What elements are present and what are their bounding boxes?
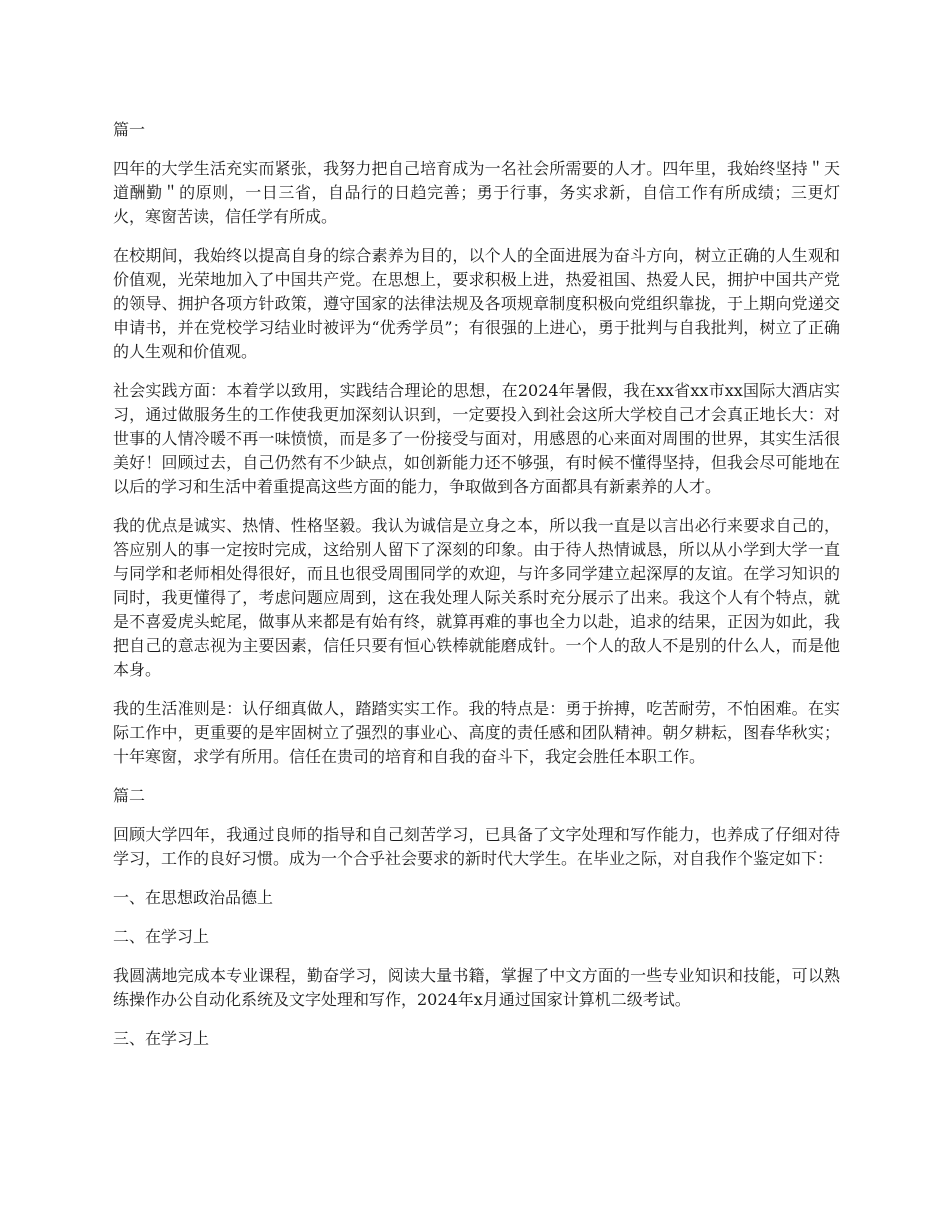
section-heading-2: 篇二 [113, 786, 146, 805]
section-heading-1: 篇一 [113, 120, 146, 139]
paragraph: 在校期间，我始终以提高自身的综合素养为目的，以个人的全面进展为奋斗方向，树立正确的人生观和价值观，光荣地加入了中国共产党。在思想上，要求积极上进，热爱祖国、热爱人民，拥护中国共产党的领导、拥护各项方针政策，遵守国家的法律法规及各项规章制度积极向党组织靠拢，于上期向党递交申请书，并在党校学习结业时被评为“优秀学员”；有很强的上进心，勇于批判与自我批判，树立了正确的人生观和价值观。 [113, 246, 840, 361]
subheading: 二、在学习上 [113, 927, 210, 946]
paragraph: 四年的大学生活充实而紧张，我努力把自己培育成为一名社会所需要的人才。四年里，我始终坚持＂天道酬勤＂的原则，一日三省，自品行的日趋完善；勇于行事，务实求新，自信工作有所成绩；三更灯火，寒窗苦读，信任学有所成。 [113, 159, 840, 226]
subheading: 三、在学习上 [113, 1029, 210, 1048]
paragraph: 社会实践方面：本着学以致用，实践结合理论的思想，在2024年暑假，我在xx省xx市xx国际大酒店实习，通过做服务生的工作使我更加深刻认识到，一定要投入到社会这所大学校自己才会真正地长大：对世事的人情冷暖不再一味愤愤，而是多了一份接受与面对，用感恩的心来面对周围的世界，其实生活很美好！回顾过去，自己仍然有不少缺点，如创新能力还不够强，有时候不懂得坚持，但我会尽可能地在以后的学习和生活中着重提高这些方面的能力，争取做到各方面都具有新素养的人才。 [113, 381, 840, 496]
document-page [113, 118, 840, 1066]
paragraph: 我圆满地完成本专业课程，勤奋学习，阅读大量书籍，掌握了中文方面的一些专业知识和技能，可以熟练操作办公自动化系统及文字处理和写作，2024年x月通过国家计算机二级考试。 [113, 966, 840, 1009]
paragraph: 回顾大学四年，我通过良师的指导和自己刻苦学习，已具备了文字处理和写作能力，也养成了仔细对待学习，工作的良好习惯。成为一个合乎社会要求的新时代大学生。在毕业之际，对自我作个鉴定如下： [113, 825, 840, 868]
paragraph: 我的优点是诚实、热情、性格坚毅。我认为诚信是立身之本，所以我一直是以言出必行来要求自己的，答应别人的事一定按时完成，这给别人留下了深刻的印象。由于待人热情诚恳，所以从小学到大学一直与同学和老师相处得很好，而且也很受周围同学的欢迎，与许多同学建立起深厚的友谊。在学习知识的同时，我更懂得了，考虑问题应周到，这在我处理人际关系时充分展示了出来。我这个人有个特点，就是不喜爱虎头蛇尾，做事从来都是有始有终，就算再难的事也全力以赴，追求的结果，正因为如此，我把自己的意志视为主要因素，信任只要有恒心铁棒就能磨成针。一个人的敌人不是别的什么人，而是他本身。 [113, 516, 840, 679]
subheading: 一、在思想政治品德上 [113, 888, 274, 907]
paragraph: 我的生活准则是：认仔细真做人，踏踏实实工作。我的特点是：勇于拚搏，吃苦耐劳，不怕困难。在实际工作中，更重要的是牢固树立了强烈的事业心、高度的责任感和团队精神。朝夕耕耘，图春华秋实；十年寒窗，求学有所用。信任在贵司的培育和自我的奋斗下，我定会胜任本职工作。 [113, 699, 840, 766]
